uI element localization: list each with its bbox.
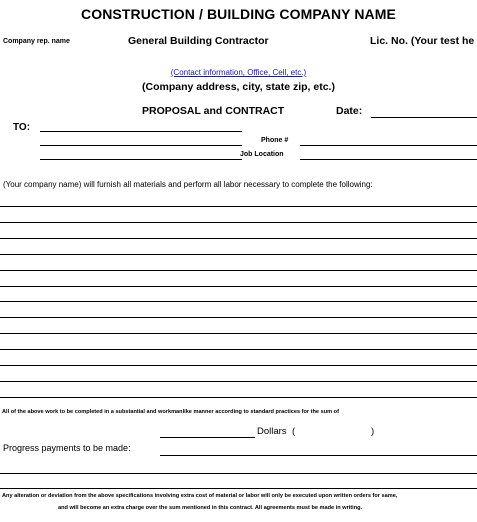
contact-info-link[interactable]: (Contact information, Office, Cell, etc.): [170, 68, 307, 77]
disclaimer-line-1: Any alteration or deviation from the above specifications involving extra cost of material or labor will only be executed upon written orders for same,: [2, 493, 398, 499]
phone-label: Phone #: [261, 137, 289, 144]
scope-line[interactable]: [0, 222, 477, 223]
to-label: TO:: [13, 122, 31, 133]
disclaimer-line-2: and will become an extra charge over the sum mentioned in this contract. All agreements must be made in writing.: [58, 505, 363, 511]
progress-payment-line-1[interactable]: [160, 455, 477, 456]
scope-line[interactable]: [0, 365, 477, 366]
company-rep-label: Company rep. name: [3, 38, 70, 45]
dollars-label: Dollars: [257, 426, 287, 437]
scope-line[interactable]: [0, 270, 477, 271]
license-number: Lic. No. (Your test he: [370, 35, 475, 47]
completion-note: All of the above work to be completed in a substantial and workmanlike manner according to standard practices for the sum of: [2, 409, 339, 415]
job-location-label: Job Location: [240, 151, 284, 158]
company-address: (Company address, city, state zip, etc.): [142, 81, 335, 93]
scope-line[interactable]: [0, 333, 477, 334]
scope-intro: (Your company name) will furnish all materials and perform all labor necessary to complete the following:: [3, 180, 373, 189]
company-name-title: CONSTRUCTION / BUILDING COMPANY NAME: [81, 6, 396, 22]
scope-line[interactable]: [0, 286, 477, 287]
contractor-title: General Building Contractor: [128, 35, 269, 47]
open-paren: (: [292, 426, 296, 437]
scope-line[interactable]: [0, 397, 477, 398]
scope-line[interactable]: [0, 206, 477, 207]
close-paren: ): [371, 426, 375, 437]
scope-line[interactable]: [0, 381, 477, 382]
scope-line[interactable]: [0, 317, 477, 318]
progress-payment-line-3[interactable]: [0, 488, 477, 489]
scope-line[interactable]: [0, 238, 477, 239]
scope-line[interactable]: [0, 254, 477, 255]
progress-payments-label: Progress payments to be made:: [3, 443, 131, 453]
date-label: Date:: [336, 105, 363, 117]
scope-line[interactable]: [0, 301, 477, 302]
progress-payment-line-2[interactable]: [0, 473, 477, 474]
sum-amount-line[interactable]: [160, 437, 255, 438]
proposal-title: PROPOSAL and CONTRACT: [142, 105, 285, 117]
scope-line[interactable]: [0, 349, 477, 350]
